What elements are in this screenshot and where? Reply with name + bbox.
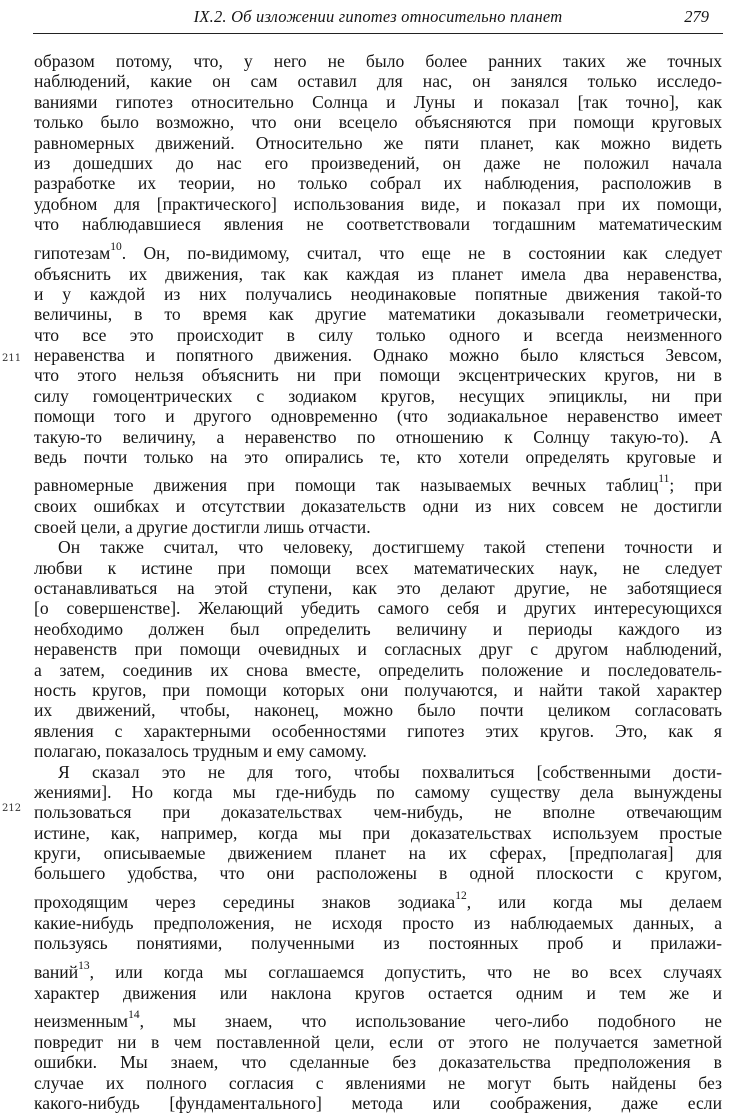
- text-line: своей цели, а другие достигли лишь отчасти.: [34, 516, 371, 537]
- text-line: ваниями гипотез относительно Солнца и Луны и показал [так точно], как: [34, 91, 722, 112]
- chapter-title: IX.2. Об изложении гипотез относительно планет: [193, 7, 563, 26]
- text-line: а затем, соединив их снова вместе, определить положение и последователь-: [34, 659, 722, 680]
- text-fragment: , мы знаем, что использование чего-либо подобного не: [139, 1011, 722, 1032]
- running-head: [33, 4, 723, 30]
- text-line: неравенства и попятного движения. Однако можно было клясться Зевсом,: [34, 345, 722, 366]
- text-line: помощи того и другого одновременно (что зодиакальное неравенство имеет: [34, 406, 722, 427]
- text-line: Он также считал, что человеку, достигшему такой степени точности и: [58, 537, 722, 558]
- text-line: только было возможно, что они всецело объясняются при помощи круговых: [34, 112, 722, 133]
- text-fragment: ваний: [34, 961, 79, 982]
- text-line: наблюдений, какие он сам оставил для нас, он занялся только исследо-: [34, 71, 722, 92]
- margin-reference-212: 212: [2, 803, 22, 814]
- text-line: что все это происходит в силу только одного и всегда неизменного: [34, 324, 722, 345]
- text-line: необходимо должен был определить величину и периоды каждого из: [34, 618, 722, 639]
- text-line: удобном для [практического] использования виде, и показал при их помощи,: [34, 193, 722, 214]
- footnote-ref-12: 12: [455, 889, 467, 902]
- footnote-ref-10: 10: [110, 240, 122, 253]
- margin-reference-211: 211: [2, 353, 22, 364]
- text-line: объяснить их движения, так как каждая из планет имела два неравенства,: [34, 263, 722, 284]
- text-line: их движений, чтобы, наконец, можно было почти целиком согласовать: [34, 700, 722, 721]
- text-line: случае их полного согласия с явлениями не могут быть найдены без: [34, 1072, 722, 1093]
- text-fragment: проходящим через середины знаков зодиака: [34, 891, 456, 912]
- text-line: любви к истине при помощи всех математических наук, не следует: [34, 557, 722, 578]
- text-line: силу гомоцентрических с зодиаком кругов, несущих эпициклы, ни при: [34, 385, 722, 406]
- text-fragment: , или когда мы делаем: [466, 891, 723, 912]
- header-rule: [33, 33, 723, 34]
- text-line: полагаю, показалось трудным и ему самому.: [34, 741, 367, 762]
- text-fragment: , или когда мы соглашаемся допустить, что не во всех случаях: [89, 961, 722, 982]
- text-fragment: неизменным: [34, 1011, 129, 1032]
- text-line: пользуясь понятиями, полученными из постоянных проб и прилажи-: [34, 933, 722, 954]
- text-line: большего удобства, что они расположены в одной плоскости с кругом,: [34, 863, 722, 884]
- text-line: [34, 954, 722, 983]
- text-line: [34, 467, 722, 496]
- text-line: [о совершенстве]. Желающий убедить самого себя и других интересующихся: [34, 598, 722, 619]
- text-fragment: равномерные движения при помощи так называемых вечных таблиц: [34, 475, 659, 496]
- text-fragment: . Он, по-видимому, считал, что еще не в состоянии как следует: [121, 242, 722, 263]
- text-line: такую-то величину, а неравенство по отношению к Солнцу такую-то). А: [34, 426, 722, 447]
- text-line: равномерных движений. Относительно же пяти планет, как можно видеть: [34, 132, 722, 153]
- footnote-ref-13: 13: [78, 959, 90, 972]
- text-line: круги, описываемые движением планет на их сферах, [предполагая] для: [34, 843, 722, 864]
- text-line: какого-нибудь [фундаментального] метода или соображения, даже если: [34, 1093, 722, 1114]
- text-line: что наблюдавшиеся явления не соответствовали тогдашним математическим: [34, 214, 722, 235]
- text-line: пользоваться при доказательствах чем-нибудь, не вполне отвечающим: [34, 802, 722, 823]
- text-line: останавливаться на этой ступени, как это делают другие, не заботящиеся: [34, 577, 722, 598]
- page-number: 279: [684, 7, 709, 26]
- text-line: ность кругов, при помощи которых они получаются, и найти такой характер: [34, 679, 722, 700]
- text-line: характер движения или наклона кругов остается одним и тем же и: [34, 982, 722, 1003]
- text-line: [34, 1003, 722, 1032]
- text-line: повредит ни в чем поставленной цели, если от этого не получается заметной: [34, 1032, 722, 1053]
- text-line: какие-нибудь предположения, не исходя просто из наблюдаемых данных, а: [34, 912, 722, 933]
- text-line: величины, в то время как другие математики доказывали геометрически,: [34, 304, 722, 325]
- text-line: [34, 884, 722, 913]
- body-text: [34, 51, 722, 1114]
- text-line: неравенств при помощи очевидных и согласных друг с другом наблюдений,: [34, 639, 722, 660]
- text-line: жениями]. Но когда мы где-нибудь по самому существу дела вынуждены: [34, 781, 722, 802]
- text-line: образом потому, что, у него не было более ранних таких же точных: [34, 51, 722, 71]
- text-line: ошибки. Мы знаем, что сделанные без доказательства предположения в: [34, 1052, 722, 1073]
- text-line: из дошедших до нас его произведений, он даже не положил начала: [34, 152, 722, 173]
- footnote-ref-11: 11: [658, 473, 670, 486]
- text-line: разработке их теории, но только собрал их наблюдения, расположив в: [34, 173, 722, 194]
- text-line: истине, как, например, когда мы при доказательствах используем простые: [34, 822, 722, 843]
- text-line: своих ошибках и отсутствии доказательств одни из них совсем не достигли: [34, 496, 722, 517]
- text-line: и у каждой из них получались неодинаковые попятные движения такой-то: [34, 283, 722, 304]
- text-line: явления с характерными особенностями гипотез этих кругов. Это, как я: [34, 720, 722, 741]
- footnote-ref-14: 14: [128, 1009, 140, 1022]
- text-line: ведь почти только на это опирались те, кто хотели определять круговые и: [34, 447, 722, 468]
- text-fragment: гипотезам: [34, 242, 111, 263]
- text-line: Я сказал это не для того, чтобы похвалиться [собственными дости-: [58, 761, 722, 782]
- text-line: что этого нельзя объяснить ни при помощи эксцентрических кругов, ни в: [34, 365, 722, 386]
- text-line: [34, 235, 722, 264]
- text-fragment: ; при: [669, 475, 722, 496]
